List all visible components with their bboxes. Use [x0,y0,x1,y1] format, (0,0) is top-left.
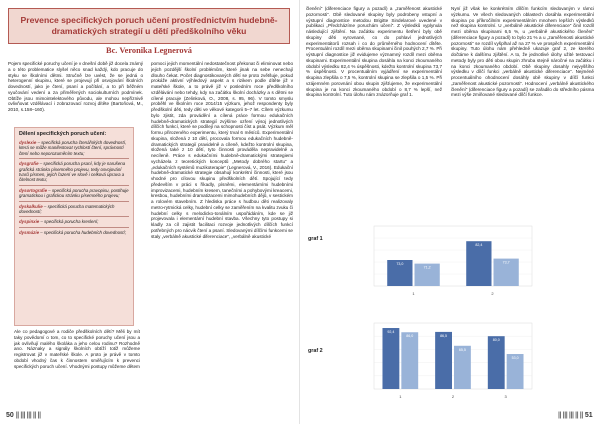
graf1-label: graf 1 [308,236,323,242]
spu-definition-entry [19,204,129,215]
spu-definition-entry [19,140,129,156]
x-tick-label: 2 [451,394,455,399]
footer-left-ornament: || ||| ||| || || [15,412,41,419]
preschool-paragraph: Ale co pedagogové a rodiče předškolních dětí? Měli by mít taky povědomí o tom, co to specifické poruchy učení jsou a jak ovlivňují malého školáka a jeho celou rodinu? Rozhodně ano. Náznaky a signály školních obtíží totiž můžeme registrovat již v mateřské škole. A proto je právě v tomto období vhodný čas k činnostem směřujícím k prevenci specifických poruch učení. Vhodnými postupy můžeme dětem [14,329,140,369]
x-tick-label: 1 [412,291,415,296]
spu-term: dysortografie [19,187,48,193]
spu-divider [19,227,129,228]
left-column-1-top [8,61,143,125]
functions-paragraph: Nyní již však ke konkrétním dílčím funkcím sledovaným v rámci výzkumu. Ve všech sledovaných oblastech dosáhla experimentální skupina po příkročilním experimentálním mnohem lepších výsledků než skupina kontrolní. U „verbálně akustické diferenciace“ činil rozdíl mezi oběma skupinami 6,5 %, u „verbálně akustického členění“ (diferenciace figury a pozadí) to bylo 21 % a u „zaměřenosti akustické pozornosti“ se rozdíl vyšplhal až na 27 % ve prospěch experimentální skupiny. Tuto úlohu nám přehledně ukazuje graf 2, ze kterého dočtáme k dalšímu zjištění. A to, že jednotlivé úlohy užité testovací metody byly pro děti obou skupin zhruba stejně náročné na začátku i na konci zkoumaného období. Obě skupiny dosahly nejvyššího výsledku v dílčí funkci „verbálně akustické diferenciace“. Nejméně procentuálního ohodnocení dosáhly obě skupiny v dílčí funkci „zaměřenost akustické pozornosti“. Hodnocení „verbálně akustického členění“ (diferenciace figury a pozadí) se zařadilo do středního pásma mezi výše zmiňované sledované dílčí funkce. [451,6,594,98]
bar-data-label: 92,4 [387,330,395,335]
bar-data-label: 86,5 [440,333,448,338]
spu-term: dyskalkulie [19,203,43,209]
spu-term-description: – specifická porucha hudebních dovedností; [39,229,126,235]
bar-data-label: 82,4 [475,243,483,248]
research-paragraph: pomoci jejich momentální nedostatečnost překonat či eliminovat nebo jejich pozdější školní problémům, které jinak na sebe nenechají dlouho čekat. Počet diagnostikovaných dětí se proto zvětšuje, pokud prokáže aktivní výhledový aspekt a s rizikem podle dítěte již v mateřské škole, a to právě již v posledním roce předškolního vzdělávání nebo tehdy, kdy na začátku školní docházky a s dětmi se cílené pracuje (Zelinková, O., 2008, s. 95, 96). V tomto smyslu proběhl ve školním roce 2014/15 výzkum, jehož respondenty byly předškolní děti, tedy děti ve věkové kategorii 5–7 let. Cílem výzkumu bylo zjistit, zda provádění a cílená práce formou edukačních hudebně-dramatických strategií zvýšíme ozření výsoj jednotlivých dílčích funkcí, které se podílejí na schopnosti číst a psát. Výzkum měl formu přirozeného experimentu, který trval 6 měsíců. Experimentální skupina, složená z 10 dětí, procovala formou edukačních hudebně-dramatických strategií pravidelně a cíleně, kdežto kontrolní skupina, složená také z 10 dětí, tyto činnosti prováděla nepravidelně a necíleně. Práce s edukačními hudebně-dramatickými strategiemi vycházela z teoretických konceptů „Metody dobrého startu“ a „edukačních systémů muzikoterapie“ (Legnerová, V., 2016). Edukační hudebně-dramatické strategie obsahují konkrétní činnosti, které jsou vhodné pro cílovou skupinu předškolních dětí. Spojující tedy především v práci s říkadly, písněmi, elementárními hudebními improvizacemi, hudebním kresem, tanečními a pohybovými kreacemi, kresbou, hudebními dramatizacemi mimohudebních dějů, v sestickém a rolovém stavebním. Z hlediska práce s hudbou děti realizovaly metro-rytmická celky, hudební celky se zaměřením na kvalitu zvuku či hudební celky s melodicko-tonálním uspořádáním, kde se již projevovala i elementární hudební stavba. Všechny tyto postupy si kladly za cíl zajistit facilitaci rozvoje jednotlivých dílčích funkcí potřebných pro nácvik čtení a psaní. Sledovanými dílčími funkcemi se staly „verbálně akustické diferenciace“, „verbálně akustické [151,61,293,239]
spu-divider [19,201,129,202]
intro-paragraph: Pojem specifické poruchy učení je v dnešní době již docela známý a o této problematice slyšel něco snad každý, kdo pracuje do styku se školními dětmi. Stručně lze uvést, že se jedná o heterogenní skupinu, které se projevují při osvojování školních dovedností, jako je čtení, psaní a počítání, a to při běžném vyučování vedení a za přiměřených sociokulturních podmínek. Obtíže jsou mimointelektového původu, ale mohou nepříznivě ovlivňovat vzdělávací i zobrazovací rozvoj dítěte (Bartoňová, M., 2010, s.158–160). [8,61,143,112]
graf1-chart [360,218,540,300]
spu-term-description: – specifická porucha čtenářských dovedností, která se může manifestovat rychlostí čtení, správností čtení nebo neporozuměním textu; [19,140,127,156]
article-title-box [8,8,290,44]
chart-bar [435,332,452,389]
chart-bar [454,346,471,389]
spu-divider [19,216,129,217]
graf2-label: graf 2 [308,348,323,354]
bar-data-label: 86,0 [406,334,414,339]
spu-term-description: – specifická porucha kreslení; [39,219,99,225]
graf1-container [360,218,540,305]
spu-term: dyslexie [19,140,37,145]
article-title: Prevence specifických poruch učení prostřednictvím hudebně-dramatických strategií u dětí předškolního věku [20,15,278,36]
x-tick-label: 3 [504,394,507,399]
spu-definition-entry [19,161,129,183]
spu-definition-entry [19,230,129,235]
bar-data-label: 53,0 [511,356,519,361]
spu-term-description: – specifická porucha pravopisu, postihuje gramatickou i grafickou stránku písemného projevu; [19,187,129,199]
left-column-2 [151,61,293,411]
spu-definition-entry [19,219,129,224]
chart-bar [488,336,505,389]
spu-definitions-heading: Dělení specifických poruch učení: [19,131,107,137]
spu-divider [19,158,129,159]
right-column-1 [306,6,442,216]
chart-bar [466,241,491,286]
footer-right-ornament: || ||| ||| || || [558,412,583,419]
right-page [300,0,600,424]
chart-bar [401,332,418,389]
spu-term: dysgrafie [19,161,39,167]
chart-bar [382,328,399,389]
spu-term-description: – specifická porucha matematických dovedností; [19,203,115,215]
bar-data-label: 80,0 [492,338,500,343]
results-paragraph: členění“ (diferenciace figury a pozadí) a „zaměřenost akustické pozornosti“. Obě sledované skupiny byly podrobeny vstupní a výstupní diagnostice metodou Brigitte Sindelarové uvedené v publikaci „Předcházíme poruchám učení“. Z výsledků vyplynula následující zjištění. Na začátku experimentu šetření byly obě skupiny děti vyrovnané, co do pohlaví jednotlivých experimentátorů rozsah i co do průměrného hodnocení dítěte. Procentuální rozdíl mezi oběma skupinami činil pouhých 2,7 %. Při výstupní diagnostice již evidujeme významný rozdíl mezi oběma skupinami. Experimentální skupina dosáhla na konci zkoumaného období výsledku 82,4 % úspěšnosti, kdežto kontrolní skupina 73,7 % úspěšnosti. V procentuálním vyjádření se experimentální skupina zlepšila o 7,5 %, kontrolní skupina se zlepšila o 1,5 %. Při vzájemném porovnání obou skupin zjišťujeme, že experimentální skupina je na konci zkoumaného období o 8,7 % lepší, než skupina kontrolní. Tuto úlohu nám znázorňuje graf 1. [306,6,442,98]
page-number-left: 50 [6,412,14,419]
left-column-1-bottom [14,329,140,409]
right-column-2 [451,6,594,216]
spu-definitions-list [19,140,129,235]
x-tick-label: 1 [399,394,402,399]
article-author: Bc. Veronika Legnerová [105,46,192,55]
bar-data-label: 71,2 [423,265,431,270]
footer-left [6,412,41,419]
footer-right [558,412,593,419]
spu-definitions-box [14,127,134,326]
spu-definition-entry [19,188,129,199]
spu-term: dysmúzie [19,229,40,235]
bar-data-label: 73,0 [396,262,404,266]
spu-term-description: – specifická porucha psaní, kdy je narušena grafická stránka písemného projevu, tedy osvojování tvarů písmen, jejich řazení ve slově i celková úprava a čitelnost textu; [19,161,126,183]
bar-data-label: 65,5 [458,347,466,352]
x-tick-label: 2 [491,291,494,296]
graf2-container [360,315,540,408]
spu-divider [19,185,129,186]
spu-term: dyspinxie [19,219,40,225]
bar-data-label: 73,7 [502,260,510,265]
page-number-right: 51 [584,412,593,419]
graf2-chart [360,315,540,403]
